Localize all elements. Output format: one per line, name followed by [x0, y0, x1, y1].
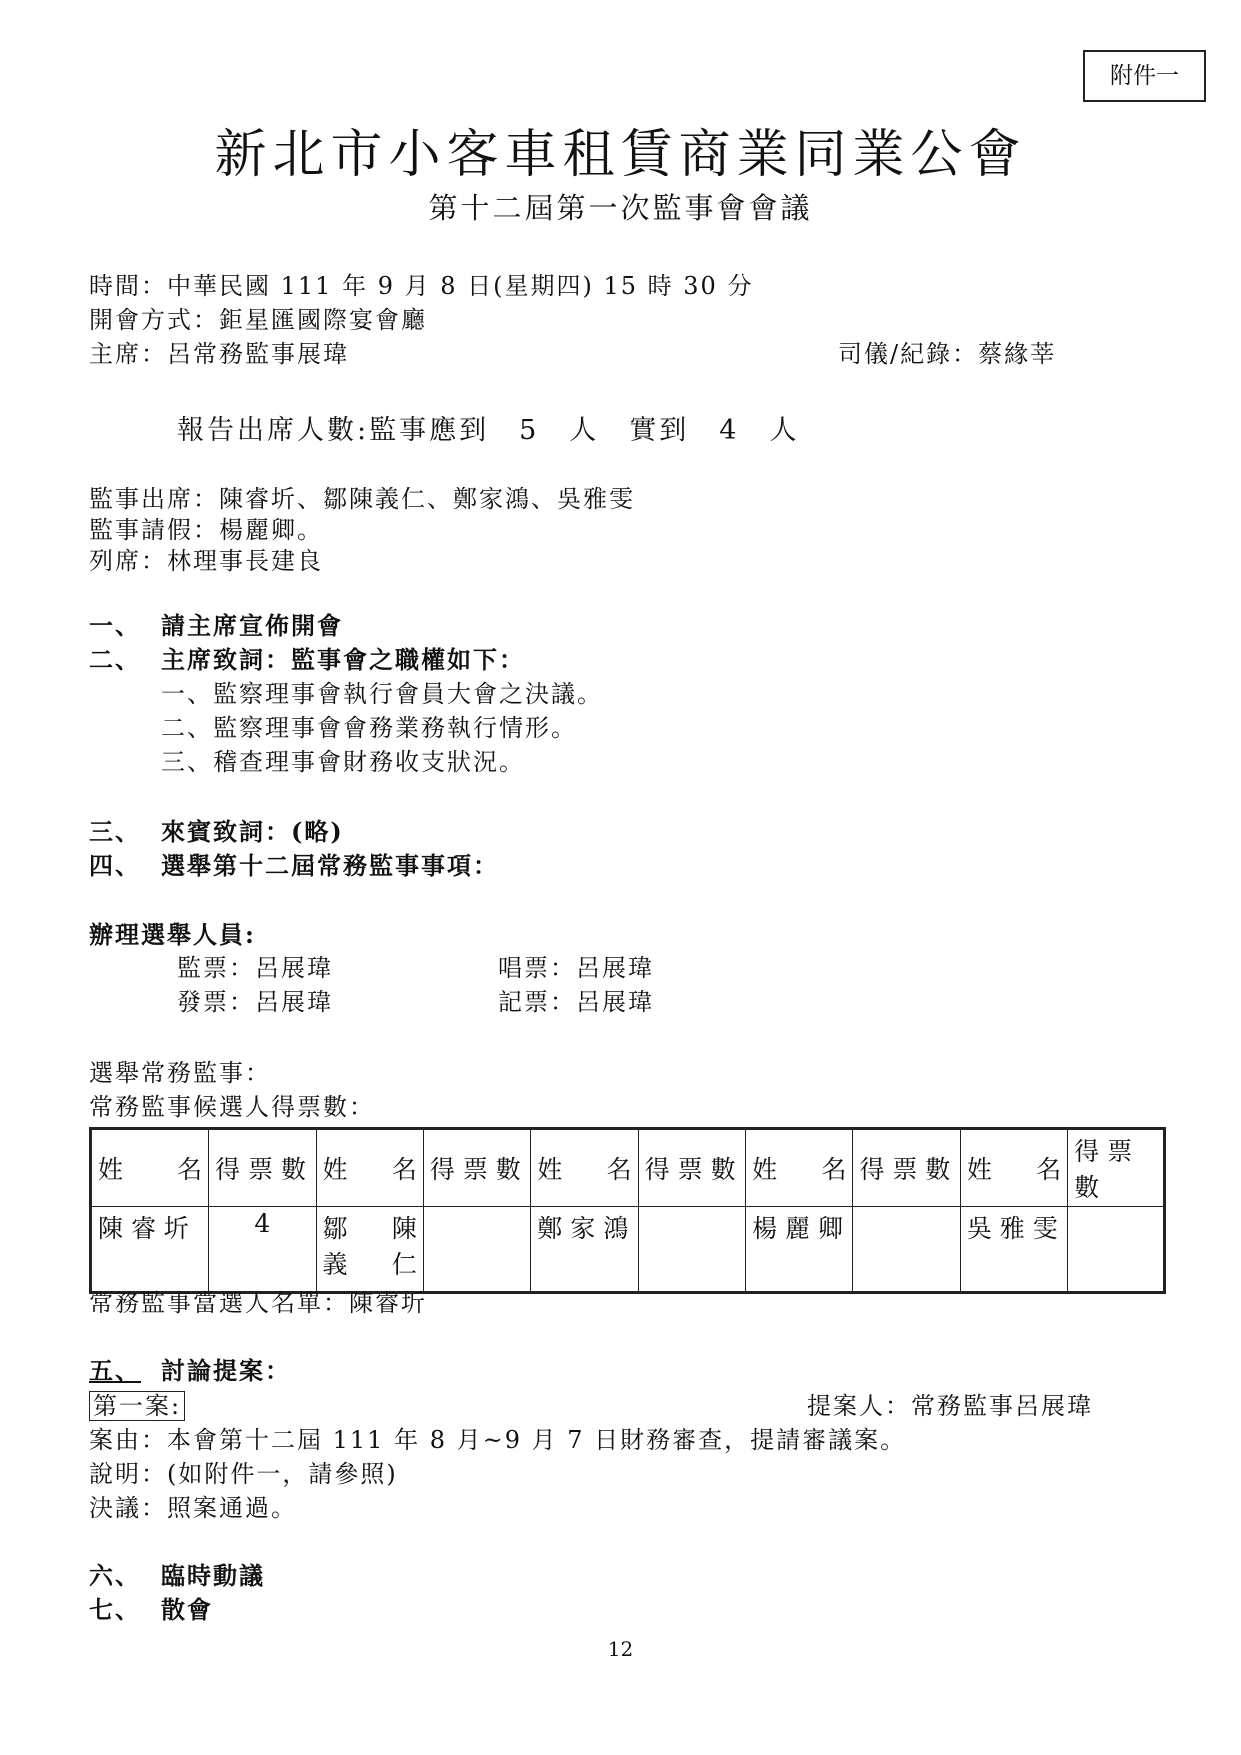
attendance-report: 報告出席人數:監事應到 5 人 實到 4 人 — [177, 415, 800, 446]
proposal-explanation: 說明：(如附件一，請參照) — [89, 1460, 398, 1488]
proposal-label-box: 第一案: — [89, 1391, 185, 1421]
page-number: 12 — [607, 1637, 634, 1661]
candidate-name: 楊 麗 卿 — [746, 1207, 853, 1293]
election-recorder: 記票：呂展瑋 — [498, 988, 654, 1016]
elected-list: 常務監事當選人名單：陳睿圻 — [89, 1289, 427, 1317]
page-title: 新北市小客車租賃商業同業公會 — [214, 125, 1027, 185]
meeting-venue: 開會方式：鉅星匯國際宴會廳 — [89, 306, 427, 334]
section-3-number: 三、 — [89, 817, 141, 846]
section-6-number: 六、 — [89, 1561, 141, 1590]
election-staff-heading: 辦理選舉人員: — [89, 920, 256, 949]
votes-title: 常務監事候選人得票數： — [89, 1093, 375, 1121]
header-name: 姓 名 — [746, 1129, 853, 1207]
section-2 — [89, 640, 525, 675]
header-votes: 得 票 數 — [423, 1129, 530, 1207]
section-4-text: 選舉第十二屆常務監事事項： — [161, 851, 499, 880]
election-monitor: 監票：呂展瑋 — [177, 954, 333, 982]
header-votes: 得 票 數 — [209, 1129, 316, 1207]
candidate-name: 吳 雅 雯 — [960, 1207, 1067, 1293]
observers: 列席：林理事長建良 — [89, 547, 323, 575]
candidate-votes: 4 — [209, 1207, 316, 1293]
candidate-votes — [1068, 1207, 1165, 1293]
header-votes: 得 票 數 — [638, 1129, 745, 1207]
header-name: 姓 名 — [91, 1129, 209, 1207]
duty-item-3: 三、稽查理事會財務收支狀況。 — [161, 748, 525, 776]
election-title: 選舉常務監事： — [89, 1059, 271, 1087]
section-3-text: 來賓致詞：(略) — [161, 817, 344, 846]
section-2-text: 主席致詞：監事會之職權如下： — [161, 645, 525, 674]
section-7-text: 散會 — [161, 1595, 213, 1624]
header-name: 姓 名 — [531, 1129, 638, 1207]
section-4-number: 四、 — [89, 851, 141, 880]
candidate-votes — [853, 1207, 960, 1293]
votes-header-row — [91, 1129, 1165, 1207]
votes-table — [89, 1127, 1166, 1294]
candidate-name: 陳 睿 圻 — [91, 1207, 209, 1293]
annex-label: 附件一 — [1083, 50, 1206, 102]
section-2-number: 二、 — [89, 645, 141, 674]
header-name: 姓 名 — [960, 1129, 1067, 1207]
candidate-name: 鄭 家 鴻 — [531, 1207, 638, 1293]
section-6-text: 臨時動議 — [161, 1561, 265, 1590]
proposal-proposer: 提案人：常務監事呂展瑋 — [807, 1392, 1093, 1420]
duty-item-2: 二、監察理事會會務業務執行情形。 — [161, 714, 577, 742]
header-name: 姓 名 — [316, 1129, 423, 1207]
votes-data-row — [91, 1207, 1165, 1293]
supervisors-leave: 監事請假：楊麗卿。 — [89, 516, 323, 544]
duty-item-1: 一、監察理事會執行會員大會之決議。 — [161, 680, 603, 708]
section-7-number: 七、 — [89, 1595, 141, 1624]
candidate-votes — [423, 1207, 530, 1293]
section-6 — [89, 1556, 265, 1591]
header-votes: 得 票 數 — [853, 1129, 960, 1207]
proposal-cause: 案由：本會第十二屆 111 年 8 月~9 月 7 日財務審查，提請審議案。 — [89, 1426, 907, 1454]
section-1-number: 一、 — [89, 611, 141, 640]
election-caller: 唱票：呂展瑋 — [498, 954, 654, 982]
meeting-time: 時間：中華民國 111 年 9 月 8 日(星期四) 15 時 30 分 — [89, 272, 754, 300]
section-4 — [89, 846, 499, 881]
candidate-name: 鄒 陳 義 仁 — [316, 1207, 423, 1293]
election-issuer: 發票：呂展瑋 — [177, 988, 333, 1016]
section-1 — [89, 606, 343, 641]
meeting-chair: 主席：呂常務監事展瑋 — [89, 340, 349, 368]
candidate-votes — [638, 1207, 745, 1293]
section-5-text: 討論提案： — [161, 1356, 291, 1385]
header-votes: 得 票 數 — [1068, 1129, 1165, 1207]
supervisors-present: 監事出席：陳睿圻、鄒陳義仁、鄭家鴻、吳雅雯 — [89, 485, 635, 513]
section-7 — [89, 1590, 213, 1625]
section-5 — [89, 1351, 291, 1386]
section-1-text: 請主席宣佈開會 — [161, 611, 343, 640]
meeting-recorder: 司儀/紀錄：蔡緣莘 — [838, 340, 1057, 368]
section-5-number: 五、 — [89, 1356, 141, 1385]
proposal-label — [89, 1386, 185, 1421]
meeting-subtitle: 第十二屆第一次監事會會議 — [428, 191, 813, 225]
proposal-resolution: 決議：照案通過。 — [89, 1494, 297, 1522]
section-3 — [89, 812, 344, 847]
